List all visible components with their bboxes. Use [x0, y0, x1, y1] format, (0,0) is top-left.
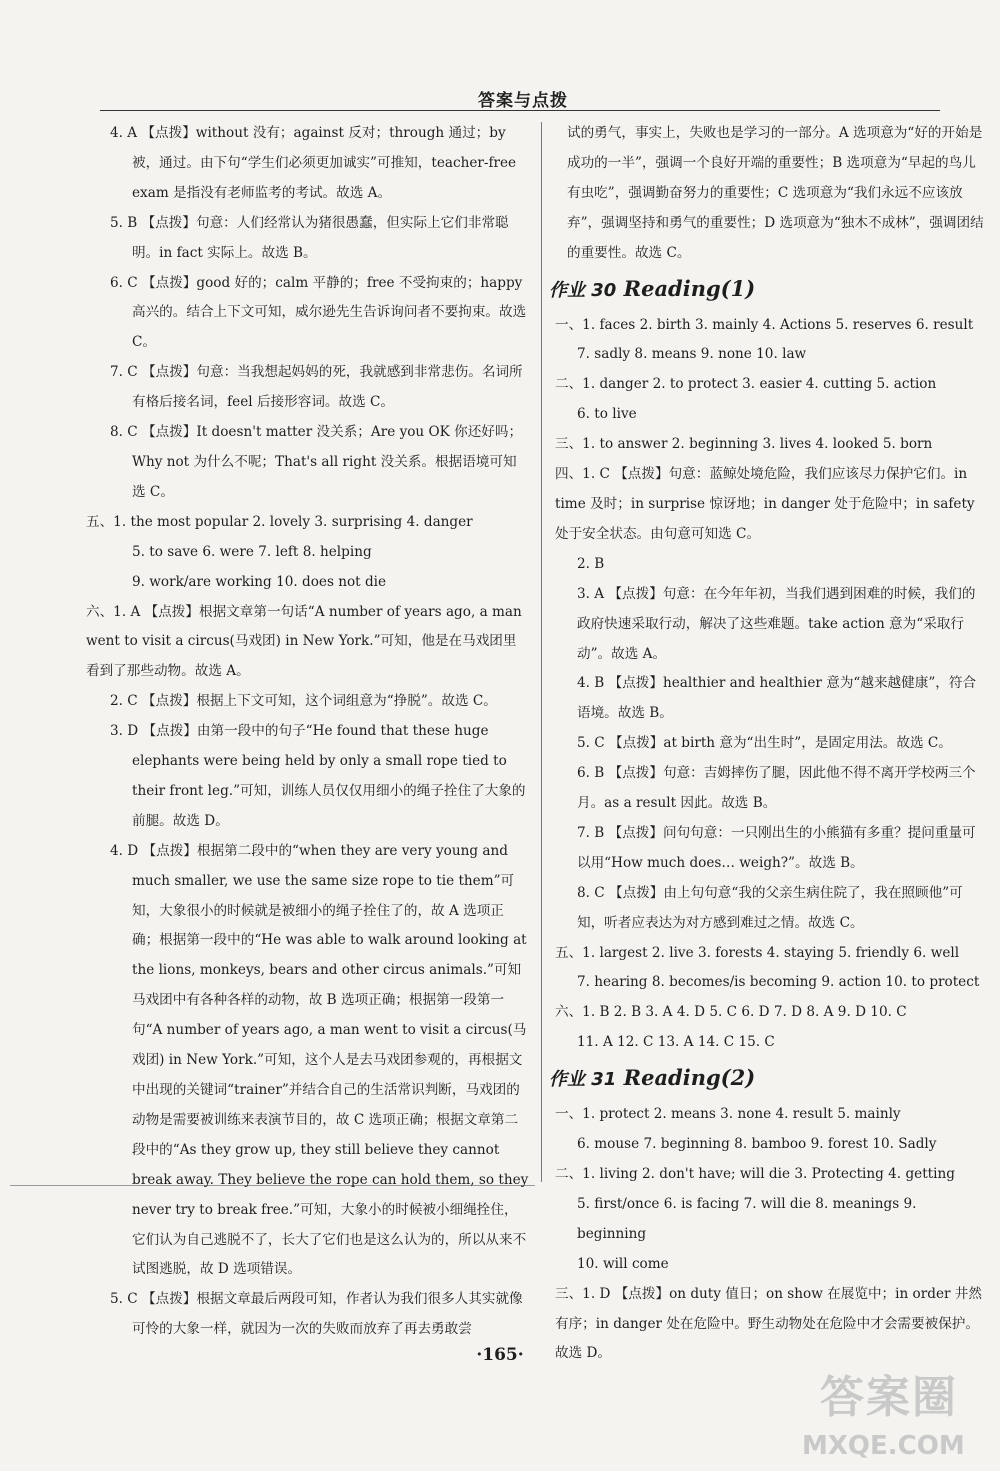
answer-line: 7. sadly 8. means 9. none 10. law [577, 346, 807, 363]
answer-paragraph: 4. D 【点拨】根据第二段中的“when they are very young and much smaller, we use the same size rope to tie them”可知，大象很小的时候就是被细小的绳子拴住了的，故 A 选项正确；根据第一段中的“He was able to walk around looking at the lions, monkeys, bears and other circus animals.”可知马戏团中有各种各样的动物，故 B 选项正确；根据第一段第一句“A number of years ago, a man went to visit a circus(马戏团) in New York.”可知，这个人是去马戏团参观的，再根据文中出现的关键词“trainer”并结合自己的生活常识判断，马戏团的动物是需要被训练来表演节目的，故 C 选项正确；根据文章第二段中的“As they grow up, they still believe they cannot break away. They believe the rope can hold them, so they never try to break free.”可知，大象小的时候被小细绳拴住，它们认为自己逃脱不了，长大了它们也是这么认为的，所以从来不试图逃脱，故 D 选项错误。 [110, 842, 529, 1278]
answer-paragraph: 2. C 【点拨】根据上下文可知，这个词组意为“挣脱”。故选 C。 [110, 693, 497, 710]
answer-paragraph: 8. C 【点拨】由上句句意“我的父亲生病住院了，我在照顾他”可知，听者应表达为对方感到难过之情。故选 C。 [577, 884, 963, 931]
answer-paragraph: 7. C 【点拨】句意：当我想起妈妈的死，我就感到非常悲伤。名词所有格后接名词，feel 后接形容词。故选 C。 [110, 364, 523, 411]
answer-paragraph: 6. C 【点拨】good 好的；calm 平静的；free 不受拘束的；happy 高兴的。结合上下文可知，威尔逊先生告诉询问者不要拘束。故选 C。 [110, 274, 527, 351]
header-rule [100, 110, 940, 111]
site-watermark [792, 1361, 982, 1461]
answer-line: 10. will come [577, 1255, 669, 1272]
section-answers: 三、1. to answer 2. beginning 3. lives 4. looked 5. born [555, 436, 933, 453]
section-answers: 五、1. the most popular 2. lovely 3. surprising 4. danger [86, 513, 473, 530]
answer-line: 9. work/are working 10. does not die [132, 573, 387, 590]
header-title: 答案与点拨 [478, 91, 568, 111]
answer-paragraph: 试的勇气，事实上，失败也是学习的一部分。A 选项意为“好的开始是成功的一半”，强调一个良好开端的重要性；B 选项意为“早起的鸟儿有虫吃”，强调勤奋努力的重要性；C 选项意为“我们永远不应该放弃”，强调坚持和勇气的重要性；D 选项意为“独木不成林”，强调团结的重要性。故选 C。 [567, 125, 984, 261]
assignment-heading-30 [549, 271, 985, 309]
answer-paragraph: 5. B 【点拨】句意：人们经常认为猪很愚蠢，但实际上它们非常聪明。in fact 实际上。故选 B。 [110, 214, 509, 261]
answer-line: 11. A 12. C 13. A 14. C 15. C [577, 1034, 775, 1051]
answer-line: 6. mouse 7. beginning 8. bamboo 9. forest 10. Sadly [577, 1136, 937, 1153]
answer-line: 7. hearing 8. becomes/is becoming 9. action 10. to protect [577, 974, 980, 991]
answer-paragraph: 8. C 【点拨】It doesn't matter 没关系；Are you OK 你还好吗；Why not 为什么不呢；That's all right 没关系。根据语境可知选 C。 [110, 424, 523, 500]
section-answers: 二、1. danger 2. to protect 3. easier 4. cutting 5. action [555, 376, 937, 393]
answer-paragraph: 5. C 【点拨】根据文章最后两段可知，作者认为我们很多人其实就像可怜的大象一样，就因为一次的失败而放弃了再去勇敢尝 [110, 1291, 523, 1338]
section-answers: 三、1. D 【点拨】on duty 值日；on show 在展览中；in order 井然有序；in danger 处在危险中。野生动物处在危险中才会需要被保护。故选 D。 [555, 1285, 982, 1362]
right-column [549, 119, 985, 1369]
assignment-number: 作业 31 [549, 1069, 617, 1091]
assignment-title: Reading(1) [623, 275, 756, 301]
section-answers: 六、1. B 2. B 3. A 4. D 5. C 6. D 7. D 8. A 9. D 10. C [555, 1004, 907, 1021]
assignment-number: 作业 30 [549, 279, 617, 301]
watermark-logo: 答案圈 [820, 1372, 958, 1423]
section-answers: 二、1. living 2. don't have; will die 3. Protecting 4. getting [555, 1166, 955, 1182]
answer-line: 5. first/once 6. is facing 7. will die 8. meanings 9. beginning [577, 1195, 917, 1242]
section-answers: 四、1. C 【点拨】句意：蓝鲸处境危险，我们应该尽力保护它们。in time 及时；in surprise 惊讶地；in danger 处于危险中；in safety 处于安全状态。由句意可知选 C。 [555, 466, 975, 542]
section-answers: 六、1. A 【点拨】根据文章第一句话“A number of years ago, a man went to visit a circus(马戏团) in New York.”可知，他是在马戏团里看到了那些动物。故选 A。 [86, 603, 522, 680]
assignment-heading-31 [549, 1060, 985, 1098]
section-answers: 五、1. largest 2. live 3. forests 4. staying 5. friendly 6. well [555, 944, 960, 961]
answer-line: 6. to live [577, 406, 637, 423]
section-answers: 一、1. protect 2. means 3. none 4. result 5. mainly [555, 1106, 901, 1123]
watermark-url: MXQE.COM [802, 1431, 965, 1461]
answer-paragraph: 4. B 【点拨】healthier and healthier 意为“越来越健康”，符合语境。故选 B。 [577, 675, 977, 722]
answer-paragraph: 5. C 【点拨】at birth 意为“出生时”，是固定用法。故选 C。 [577, 735, 952, 752]
page-number: ·165· [476, 1345, 524, 1365]
section-answers: 一、1. faces 2. birth 3. mainly 4. Actions 5. reserves 6. result [555, 316, 974, 333]
answer-paragraph: 3. D 【点拨】由第一段中的句子“He found that these huge elephants were being held by only a small rope tied to their front leg.”可知，训练人员仅仅用细小的绳子拴住了大象的前腿。故选 D。 [110, 723, 526, 829]
answer-paragraph: 3. A 【点拨】句意：在今年年初，当我们遇到困难的时候，我们的政府快速采取行动，解决了这些难题。take action 意为“采取行动”。故选 A。 [577, 585, 976, 662]
column-divider [541, 122, 542, 1182]
answer-line: 5. to save 6. were 7. left 8. helping [132, 543, 372, 560]
answer-paragraph: 6. B 【点拨】句意：吉姆摔伤了腿，因此他不得不离开学校两三个月。as a result 因此。故选 B。 [577, 765, 976, 812]
assignment-title: Reading(2) [623, 1065, 756, 1091]
left-column [86, 119, 530, 1345]
page-header [100, 84, 940, 114]
answer-line: 2. B [577, 555, 605, 572]
answer-paragraph: 4. A 【点拨】without 没有；against 反对；through 通过；by 被，通过。由下句“学生们必须更加诚实”可推知，teacher-free exam 是指没有老师监考的考试。故选 A。 [110, 125, 517, 201]
answer-paragraph: 7. B 【点拨】问句句意：一只刚出生的小熊猫有多重？提问重量可以用“How much does… weigh?”。故选 B。 [577, 824, 976, 871]
